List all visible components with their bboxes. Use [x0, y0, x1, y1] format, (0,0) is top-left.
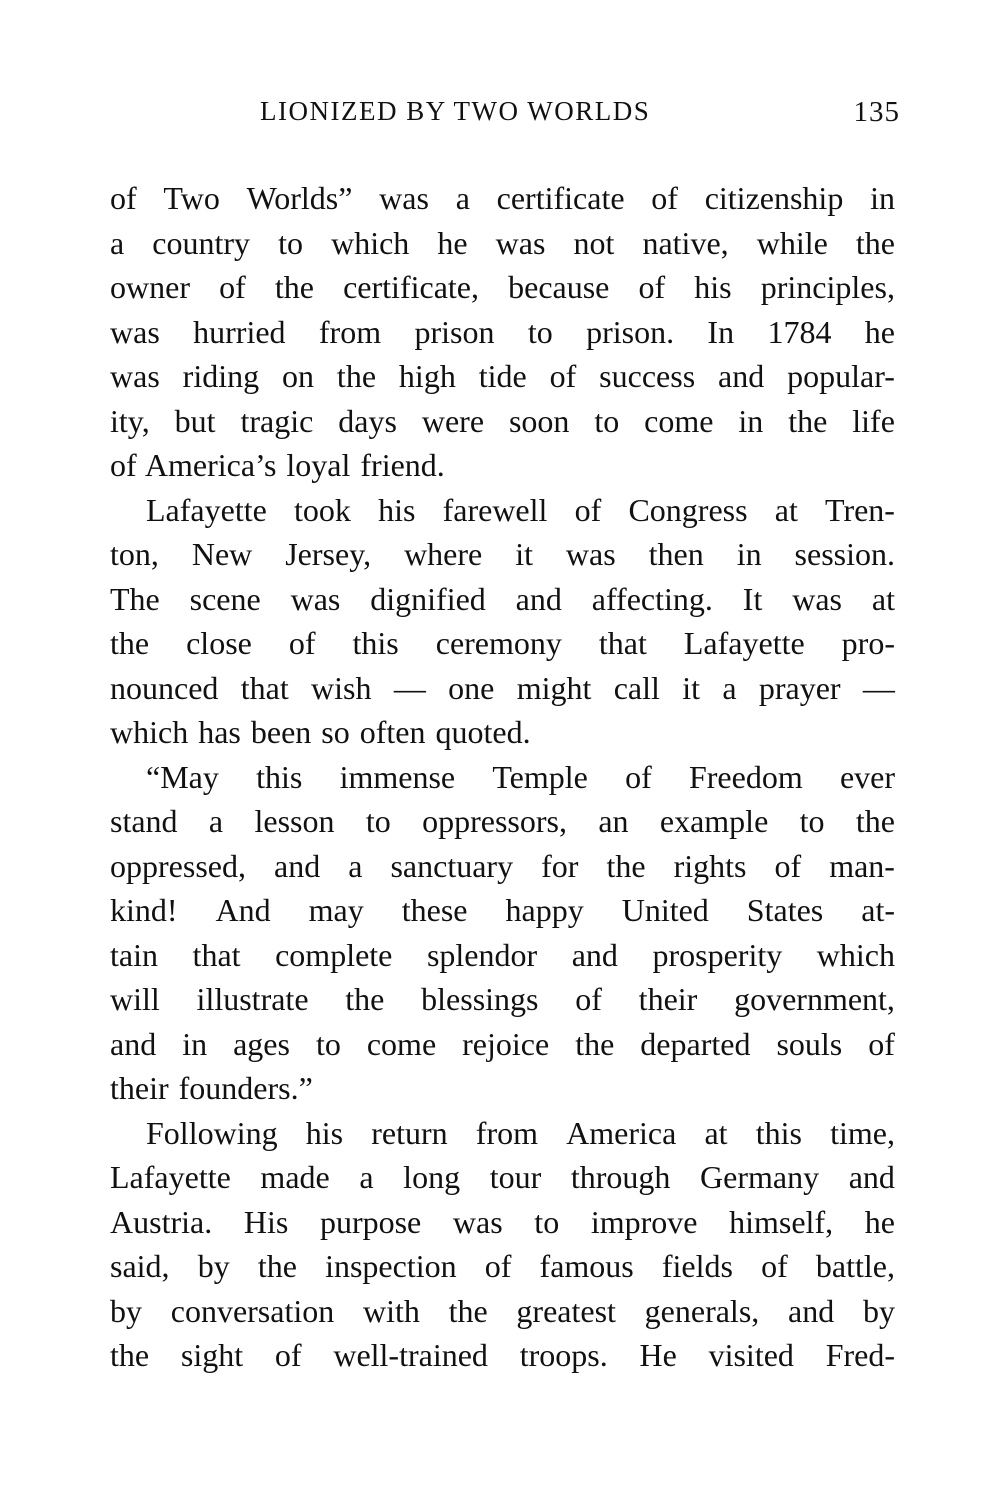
word: by [197, 1248, 230, 1284]
word: from [475, 1114, 538, 1151]
word: for [541, 847, 579, 884]
word: the [855, 803, 895, 839]
word: that [240, 669, 289, 706]
word: — [393, 669, 426, 706]
word: success [599, 358, 696, 394]
word: the [336, 358, 377, 394]
word: a [110, 224, 125, 261]
word: he [437, 224, 468, 261]
word: citizenship [704, 180, 844, 216]
word: certificate [496, 180, 625, 216]
word: of [219, 269, 246, 305]
word: made [260, 1159, 330, 1195]
word: In [707, 313, 735, 350]
word: to [534, 1203, 560, 1240]
word: troops. [519, 1337, 608, 1373]
body-text [110, 176, 895, 1378]
word: which [816, 936, 895, 973]
word: to [278, 224, 303, 261]
word: certificate, [343, 269, 479, 305]
word: native, [642, 224, 729, 261]
word: of [638, 269, 666, 305]
text-line [110, 799, 895, 844]
text-line [110, 176, 895, 221]
word: the [345, 981, 385, 1017]
word: Following [146, 1114, 278, 1151]
word: was [495, 224, 546, 261]
text-line [110, 621, 895, 666]
word: days [338, 402, 397, 439]
word: wish [311, 669, 372, 706]
word: that [192, 936, 241, 973]
text-line: which has been so often quoted. [110, 714, 531, 750]
word: by [110, 1292, 142, 1329]
word: “May [146, 758, 219, 795]
word: was [110, 313, 160, 350]
word: in [870, 180, 895, 216]
word: the [257, 1248, 297, 1284]
text-line [110, 1244, 895, 1289]
word: prayer [758, 669, 841, 706]
word: not [573, 224, 615, 261]
word: It [742, 580, 763, 617]
word: inspection [325, 1248, 457, 1284]
word: illustrate [196, 981, 309, 1017]
word: ever [839, 758, 895, 795]
word: departed [640, 1025, 751, 1062]
word: was [452, 1203, 503, 1240]
word: of [651, 180, 678, 216]
word: well-trained [333, 1337, 488, 1373]
word: might [516, 669, 592, 706]
word: tour [489, 1159, 542, 1195]
word: their [638, 981, 698, 1017]
text-line [110, 1289, 895, 1334]
word: to [315, 1025, 341, 1062]
word: visited [708, 1337, 794, 1373]
word: it [682, 669, 700, 706]
running-title: LIONIZED BY TWO WORLDS [260, 96, 651, 126]
word: kind! [110, 892, 178, 928]
word: and [515, 580, 562, 617]
word: Freedom [688, 758, 803, 795]
word: of [761, 1248, 788, 1284]
word: pro- [841, 625, 895, 661]
word: long [403, 1159, 461, 1195]
word: with [362, 1292, 420, 1329]
running-head [110, 96, 900, 136]
word: purpose [319, 1203, 422, 1240]
word: this [755, 1114, 802, 1151]
word: Two [163, 180, 220, 216]
word: greatest [516, 1292, 616, 1329]
word: the [855, 224, 895, 261]
word: rights [673, 847, 747, 884]
text-line [110, 755, 895, 800]
word: splendor [426, 936, 538, 973]
word: through [570, 1159, 671, 1195]
word: ceremony [435, 625, 562, 661]
word: the [110, 625, 150, 661]
word: by [862, 1292, 895, 1329]
word: Lafayette [683, 625, 805, 661]
word: ity, [110, 402, 150, 439]
word: where [404, 536, 483, 572]
word: lesson [254, 803, 335, 839]
word: of [868, 1025, 895, 1062]
word: sanctuary [390, 847, 514, 884]
word: Temple [492, 758, 588, 795]
word: tain [110, 936, 158, 973]
word: life [852, 402, 895, 439]
text-line: their founders.” [110, 1070, 313, 1106]
word: his [305, 1114, 344, 1151]
word: government, [734, 981, 895, 1017]
word: Lafayette [110, 1159, 231, 1195]
word: then [648, 536, 704, 572]
word: sight [180, 1337, 244, 1373]
word: the [575, 1025, 615, 1062]
word: that [598, 625, 647, 661]
word: Germany [700, 1159, 820, 1195]
word: while [756, 224, 828, 261]
word: a [359, 1159, 374, 1195]
word: — [862, 669, 895, 706]
word: at [704, 1114, 728, 1151]
text-line [110, 310, 895, 355]
word: in [182, 1025, 208, 1062]
text-line [110, 354, 895, 399]
word: New [191, 536, 253, 572]
word: 1784 [767, 313, 832, 350]
word: America [566, 1114, 677, 1151]
text-line [110, 1155, 895, 1200]
word: the [110, 1337, 150, 1373]
word: States [746, 892, 824, 928]
word: this [256, 758, 303, 795]
word: and [788, 1292, 835, 1329]
text-line [110, 977, 895, 1022]
word: improve [590, 1203, 698, 1240]
word: at- [861, 892, 895, 928]
word: souls [776, 1025, 843, 1062]
word: He [639, 1337, 677, 1373]
word: affecting. [591, 580, 713, 617]
word: rejoice [462, 1025, 550, 1062]
word: owner [110, 269, 190, 305]
word: will [110, 981, 160, 1017]
word: call [613, 669, 660, 706]
word: were [421, 402, 485, 439]
word: dignified [370, 580, 486, 617]
word: soon [508, 402, 570, 439]
word: prison. [586, 313, 675, 350]
word: from [318, 313, 382, 350]
page-number: 135 [853, 96, 900, 128]
word: oppressors, [422, 803, 567, 839]
word: generals, [644, 1292, 760, 1329]
word: the [274, 269, 314, 305]
word: country [152, 224, 251, 261]
word: himself, [729, 1203, 834, 1240]
word: immense [339, 758, 456, 795]
word: said, [110, 1248, 170, 1284]
text-line: of America’s loyal friend. [110, 447, 445, 483]
word: return [371, 1114, 448, 1151]
text-line [110, 933, 895, 978]
word: was [110, 358, 160, 394]
word: high [398, 358, 456, 394]
text-line [110, 221, 895, 266]
word: his [694, 269, 732, 305]
word: example [659, 803, 769, 839]
word: United [621, 892, 709, 928]
word: complete [275, 936, 393, 973]
text-line [110, 666, 895, 711]
word: And [215, 892, 271, 928]
word: stand [110, 803, 178, 839]
word: may [308, 892, 364, 928]
word: of [575, 981, 602, 1017]
word: Lafayette [146, 491, 267, 528]
word: session. [794, 536, 895, 572]
word: of [274, 1337, 302, 1373]
word: a [348, 847, 363, 884]
word: blessings [421, 981, 539, 1017]
word: his [378, 491, 416, 528]
word: scene [189, 580, 261, 617]
word: farewell [442, 491, 548, 528]
word: of [288, 625, 316, 661]
word: to [594, 402, 620, 439]
word: because [508, 269, 610, 305]
word: tide [478, 358, 527, 394]
word: Tren- [825, 491, 895, 528]
word: oppressed, [110, 847, 246, 884]
word: man- [829, 847, 895, 884]
word: the [448, 1292, 488, 1329]
text-line [110, 888, 895, 933]
word: The [110, 580, 160, 617]
word: on [282, 358, 315, 394]
word: was [565, 536, 616, 572]
word: at [774, 491, 798, 528]
text-line [110, 844, 895, 889]
word: tragic [240, 402, 314, 439]
text-line [110, 1111, 895, 1156]
word: an [598, 803, 629, 839]
word: this [352, 625, 399, 661]
word: these [401, 892, 468, 928]
word: famous [539, 1248, 634, 1284]
word: to [799, 803, 825, 839]
text-line [110, 1333, 895, 1378]
text-line [110, 532, 895, 577]
word: of [110, 180, 137, 216]
word: Congress [628, 491, 748, 528]
word: Jersey, [285, 536, 372, 572]
word: riding [182, 358, 260, 394]
word: popular- [787, 358, 895, 394]
word: hurried [193, 313, 286, 350]
word: happy [505, 892, 584, 928]
word: was [379, 180, 429, 216]
word: principles, [760, 269, 895, 305]
text-line [110, 1022, 895, 1067]
word: and [110, 1025, 157, 1062]
word: was [792, 580, 842, 617]
word: he [864, 1203, 895, 1240]
word: battle, [815, 1248, 895, 1284]
text-line [110, 399, 895, 444]
word: time, [830, 1114, 895, 1151]
word: come [644, 402, 714, 439]
word: of [574, 491, 602, 528]
word: a [208, 803, 224, 839]
word: of [549, 358, 577, 394]
word: was [290, 580, 341, 617]
word: conversation [170, 1292, 335, 1329]
word: of [774, 847, 802, 884]
word: and [848, 1159, 895, 1195]
word: in [736, 536, 762, 572]
text-line [110, 1200, 895, 1245]
word: which [331, 224, 410, 261]
word: and [718, 358, 765, 394]
text-line [110, 577, 895, 622]
word: ton, [110, 536, 159, 572]
word: prison [414, 313, 495, 350]
word: of [625, 758, 652, 795]
word: and [571, 936, 618, 973]
word: in [738, 402, 764, 439]
word: the [788, 402, 828, 439]
word: of [484, 1248, 512, 1284]
word: prosperity [652, 936, 783, 973]
word: Austria. [110, 1203, 213, 1240]
word: at [871, 580, 895, 617]
word: took [293, 491, 351, 528]
word: His [243, 1203, 289, 1240]
word: and [274, 847, 321, 884]
word: he [864, 313, 895, 350]
word: to [365, 803, 391, 839]
word: the [606, 847, 646, 884]
word: fields [661, 1248, 733, 1284]
word: close [186, 625, 252, 661]
word: Worlds” [246, 180, 353, 216]
text-line [110, 488, 895, 533]
word: a [455, 180, 470, 216]
word: to [527, 313, 553, 350]
word: it [515, 536, 533, 572]
word: nounced [110, 669, 219, 706]
word: one [448, 669, 495, 706]
word: but [174, 402, 216, 439]
text-line [110, 265, 895, 310]
word: a [722, 669, 737, 706]
word: ages [233, 1025, 290, 1062]
word: come [366, 1025, 437, 1062]
word: Fred- [825, 1337, 895, 1373]
